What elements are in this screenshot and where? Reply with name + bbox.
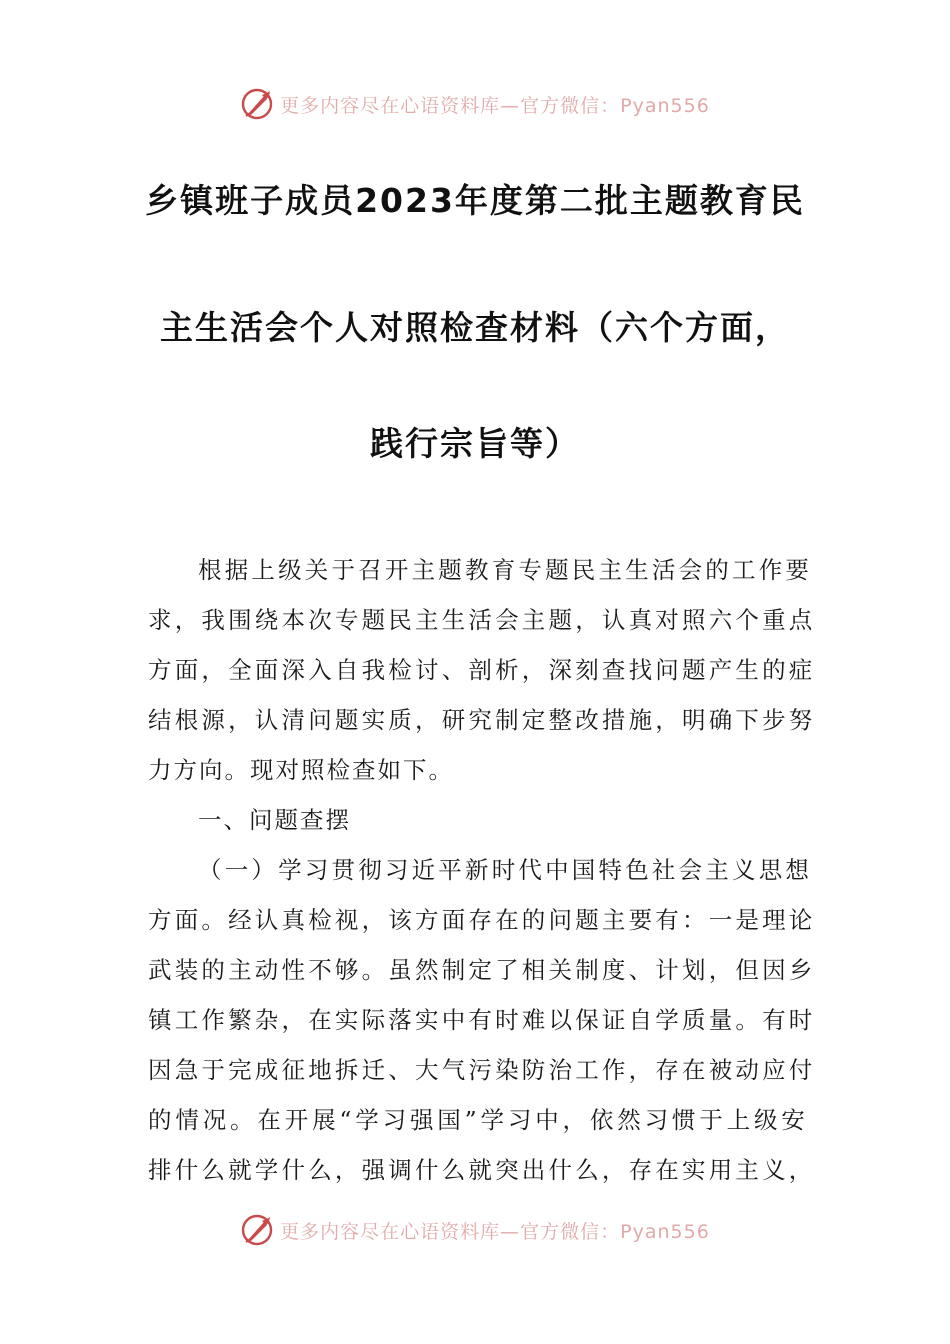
footer-watermark [0, 1210, 950, 1250]
paragraph-2-line-7: 排什么就学什么，强调什么就突出什么，存在实用主义， [148, 1156, 816, 1184]
document-title-line-1: 乡镇班子成员2023年度第二批主题教育民 [145, 181, 805, 220]
quill-pen-logo-icon [240, 87, 274, 121]
paragraph-2-line-3: 武装的主动性不够。虽然制定了相关制度、计划，但因乡 [148, 956, 816, 984]
document-title-line-2: 主生活会个人对照检查材料（六个方面， [160, 308, 790, 347]
paragraph-2-line-4: 镇工作繁杂，在实际落实中有时难以保证自学质量。有时 [148, 1006, 816, 1034]
paragraph-1-line-2: 求，我围绕本次专题民主生活会主题，认真对照六个重点 [148, 606, 816, 634]
paragraph-2-line-1: （一）学习贯彻习近平新时代中国特色社会主义思想 [198, 856, 813, 884]
paragraph-1-line-4: 结根源，认清问题实质，研究制定整改措施，明确下步努 [148, 706, 816, 734]
watermark-text: 更多内容尽在心语资料库—官方微信：Pyan556 [280, 94, 710, 117]
paragraph-2-line-5: 因急于完成征地拆迁、大气污染防治工作，存在被动应付 [148, 1056, 816, 1084]
paragraph-1-line-5: 力方向。现对照检查如下。 [148, 756, 454, 784]
quill-pen-logo-icon [240, 1213, 274, 1247]
section-heading-problems: 一、问题查摆 [198, 806, 351, 834]
watermark-text: 更多内容尽在心语资料库—官方微信：Pyan556 [280, 1220, 710, 1243]
header-watermark [0, 84, 950, 124]
paragraph-2-line-6: 的情况。在开展“学习强国”学习中，依然习惯于上级安 [148, 1106, 808, 1134]
paragraph-1-line-1: 根据上级关于召开主题教育专题民主生活会的工作要 [198, 556, 813, 584]
paragraph-1-line-3: 方面，全面深入自我检讨、剖析，深刻查找问题产生的症 [148, 656, 816, 684]
paragraph-2-line-2: 方面。经认真检视，该方面存在的问题主要有：一是理论 [148, 906, 816, 934]
document-title-line-3: 践行宗旨等） [370, 424, 580, 463]
